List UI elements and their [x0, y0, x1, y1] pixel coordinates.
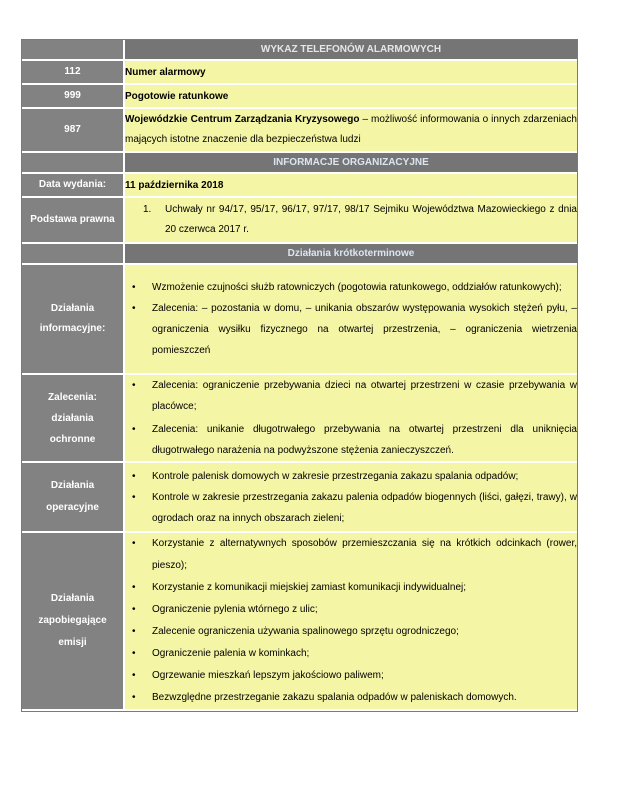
phone-name: Wojewódzkie Centrum Zarządzania Kryzysowego: [125, 114, 360, 125]
date-row: [22, 174, 577, 198]
phone-name: Pogotowie ratunkowe: [125, 85, 577, 109]
emission-actions-label: [22, 533, 125, 711]
emission-label-line: Działania: [50, 593, 95, 604]
header-blank-cell: [22, 244, 125, 265]
list-item: • Korzystanie z komunikacji miejskiej zamiast komunikacji indywidualnej;: [152, 577, 577, 599]
emission-actions-list: [125, 533, 577, 709]
protective-actions-cell: [125, 375, 577, 463]
emission-actions-cell: [125, 533, 577, 711]
org-header-row: [22, 153, 577, 174]
list-item: • Zalecenie ograniczenia używania spalinowego sprzętu ogrodniczego;: [152, 621, 577, 643]
protective-label-line: działania: [51, 412, 94, 424]
basis-list: [125, 200, 577, 240]
phone-row: [22, 85, 577, 109]
phone-name: Numer alarmowy: [125, 61, 577, 85]
operational-actions-row: [22, 463, 577, 533]
list-item: • Ograniczenie pylenia wtórnego z ulic;: [152, 599, 577, 621]
list-item: • Korzystanie z alternatywnych sposobów przemieszczania się na krótkich odcinkach (rower, pieszo);: [152, 533, 577, 577]
phone-number: 999: [22, 85, 125, 109]
list-item: • Kontrole w zakresie przestrzegania zakazu palenia odpadów biogennych (liści, gałęzi, trawy), w ogrodach oraz na innych obszarach zieleni;: [152, 487, 577, 529]
protective-actions-row: [22, 375, 577, 463]
phone-description-cell: [125, 109, 577, 153]
info-actions-cell: [125, 265, 577, 375]
alert-document-table: [21, 39, 578, 712]
list-item: • Zalecenia: – pozostania w domu, – unikania obszarów występowania wysokich stężeń pyłu, – ograniczenia wysiłku fizycznego na otwartej przestrzenia, – ograniczenia wietrzenia pomieszczeń: [152, 298, 577, 361]
phone-row: [22, 61, 577, 85]
emission-label-line: emisji: [58, 637, 87, 648]
info-actions-label-text: Działania informacyjne:: [39, 303, 106, 334]
operational-actions-label: [22, 463, 125, 533]
date-label: Data wydania:: [22, 174, 125, 198]
info-actions-label: [22, 265, 125, 375]
actions-header-row: [22, 244, 577, 265]
operational-label-line: Działania: [50, 480, 95, 491]
protective-label-line: ochronne: [49, 433, 96, 445]
phones-header-row: [22, 40, 577, 61]
info-actions-list: [125, 277, 577, 361]
phones-header-title: WYKAZ TELEFONÓW ALARMOWYCH: [125, 40, 577, 61]
list-item: • Wzmożenie czujności służb ratowniczych (pogotowia ratunkowego, oddziałów ratunkowych);: [152, 277, 577, 298]
list-item: • Ograniczenie palenia w kominkach;: [152, 643, 577, 665]
protective-label-line: Zalecenia:: [48, 391, 97, 403]
info-actions-row: [22, 265, 577, 375]
operational-actions-list: [125, 466, 577, 529]
basis-cell: [125, 198, 577, 244]
header-blank-cell: [22, 153, 125, 174]
emission-label-line: zapobiegające: [38, 615, 107, 626]
operational-label-line: operacyjne: [46, 502, 99, 513]
basis-text: Uchwały nr 94/17, 95/17, 96/17, 97/17, 98/17 Sejmiku Województwa Mazowieckiego z dnia 20 czerwca 2017 r.: [165, 204, 577, 235]
header-blank-cell: [22, 40, 125, 61]
list-item: • Ogrzewanie mieszkań lepszym jakościowo paliwem;: [152, 665, 577, 687]
date-value: 11 października 2018: [125, 174, 577, 198]
phone-number: 112: [22, 61, 125, 85]
operational-actions-cell: [125, 463, 577, 533]
list-item: • Bezwzględne przestrzeganie zakazu spalania odpadów w paleniskach domowych.: [152, 687, 577, 709]
org-header-title: INFORMACJE ORGANIZACYJNE: [125, 153, 577, 174]
list-item: • Zalecenia: unikanie długotrwałego przebywania na otwartej przestrzeni dla uniknięcia długotrwałego narażenia na podwyższone stężenia zanieczyszczeń.: [152, 419, 577, 461]
basis-row: [22, 198, 577, 244]
phone-description: – możliwość informowania o innych zdarzeniach mających istotne znaczenie dla bezpieczeństwa ludzi: [125, 114, 577, 145]
basis-item: [165, 200, 577, 240]
protective-actions-list: [125, 375, 577, 461]
phone-row: [22, 109, 577, 153]
actions-header-title: Działania krótkoterminowe: [125, 244, 577, 265]
list-item: • Kontrole palenisk domowych w zakresie przestrzegania zakazu spalania odpadów;: [152, 466, 577, 487]
protective-actions-label: [22, 375, 125, 463]
basis-label: Podstawa prawna: [22, 198, 125, 244]
list-item: • Zalecenia: ograniczenie przebywania dzieci na otwartej przestrzeni w czasie przebywania w placówce;: [152, 375, 577, 417]
phone-number: 987: [22, 109, 125, 153]
emission-actions-row: [22, 533, 577, 711]
